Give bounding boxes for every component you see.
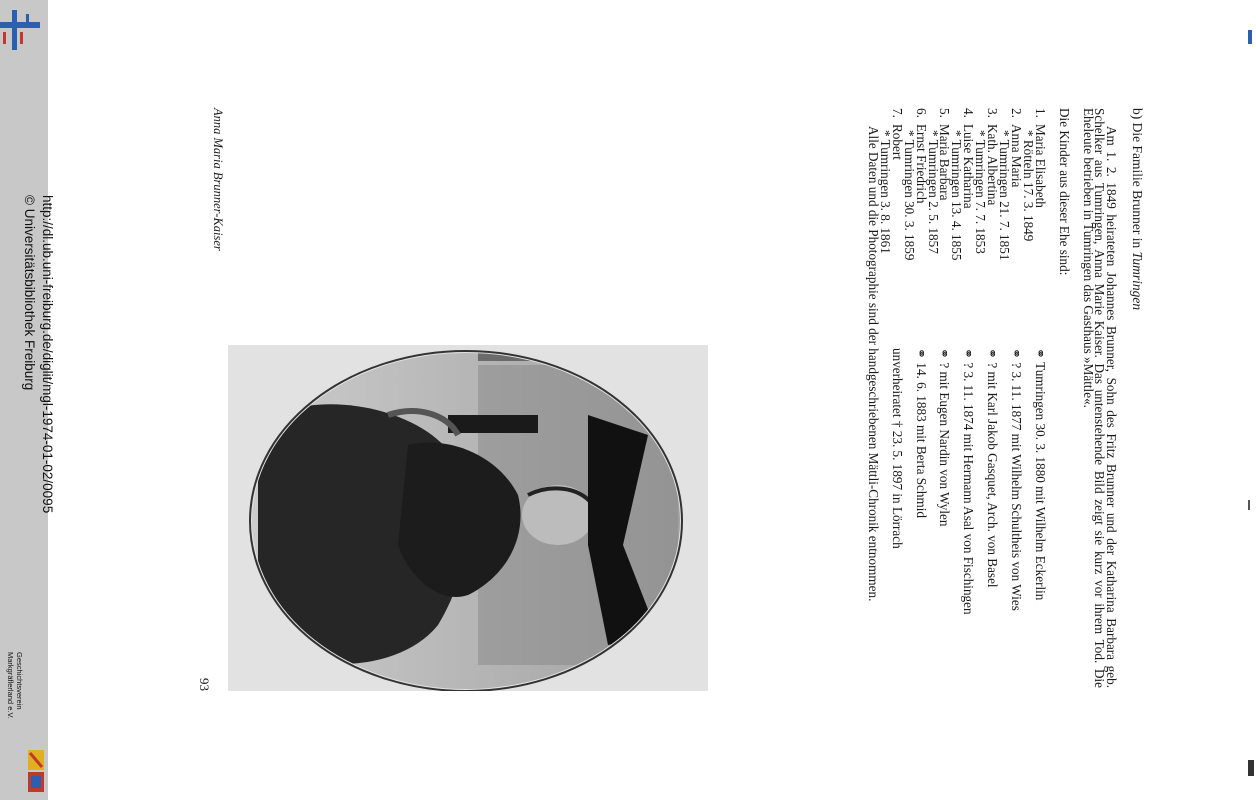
child-birth: * Tumringen 30. 3. 1859 xyxy=(901,130,917,261)
society-name xyxy=(6,652,24,752)
child-number: 4. xyxy=(961,108,977,118)
child-number: 1. xyxy=(1032,108,1048,118)
page-text xyxy=(745,108,1145,688)
child-marriage: ⚭ 14. 6. 1883 mit Berta Schmid xyxy=(913,348,929,519)
children-intro: Die Kinder aus dieser Ehe sind: xyxy=(1057,108,1073,276)
child-name: Ernst Friedrich xyxy=(913,124,929,204)
child-name: Luise Katharina xyxy=(961,124,977,209)
child-birth-row xyxy=(973,108,989,688)
child-birth: * Tumringen 21. 7. 1851 xyxy=(996,130,1012,261)
intro-paragraph: Am 1. 2. 1849 heirateten Johannes Brunner, Sohn des Fritz Brunner und der Katharina Barbara geb. Schelker aus Tumringen, Anna Marie Kaiser. Das untenstehende Bild zeigt sie kurz vor ihrem Tod. Die Eheleute betrieben in Tumringen das Gasthaus »Mättle«. xyxy=(1080,108,1119,688)
heading-place: Tumringen xyxy=(1130,251,1145,311)
coat-of-arms-icon xyxy=(28,750,44,792)
child-name: Maria Barbara xyxy=(937,124,953,201)
viewer-sidebar xyxy=(0,0,55,800)
child-name: Maria Elisabeth xyxy=(1032,124,1048,208)
page-number: 93 xyxy=(197,678,212,691)
child-row xyxy=(961,108,977,688)
child-marriage: ⚭ Tumringen 30. 3. 1880 mit Wilhelm Eckerlin xyxy=(1032,348,1048,601)
child-name: Kath. Albertina xyxy=(985,124,1001,206)
child-birth: * Tumringen 2. 5. 1857 xyxy=(925,130,941,254)
source-url[interactable]: http://dl.ub.uni-freiburg.de/diglit/mgl-1974-01-02/0095 xyxy=(40,195,55,514)
child-marriage: ⚭ ? 3. 11. 1877 mit Wilhelm Schultheis von Wies xyxy=(1008,348,1024,611)
child-birth: * Tumringen 7. 7. 1853 xyxy=(973,130,989,254)
child-number: 5. xyxy=(937,108,953,118)
copyright-notice: © Universitätsbibliothek Freiburg xyxy=(22,195,37,391)
society-line-2: Markgräflerland e.V. xyxy=(6,652,15,719)
child-birth: * Tumringen 3. 8. 1861 xyxy=(878,130,894,254)
child-birth-row xyxy=(951,108,963,688)
child-marriage: ⚭ ? 3. 11. 1874 mit Hermann Asal von Fischingen xyxy=(961,348,977,615)
child-number: 2. xyxy=(1008,108,1024,118)
child-name: Robert xyxy=(889,124,905,160)
children-list xyxy=(878,108,1048,688)
photo-caption: Anna Maria Brunner-Kaiser xyxy=(211,108,225,251)
child-number: 6. xyxy=(913,108,929,118)
closing-paragraph: Alle Daten und die Photographie sind der handgeschriebenen Mättli-Chronik entnommen. xyxy=(866,126,882,602)
child-number: 3. xyxy=(985,108,1001,118)
portrait-photograph xyxy=(228,345,708,691)
heading-prefix: b) Die Familie Brunner in xyxy=(1130,108,1145,252)
child-birth: * Rötteln 17. 3. 1849 xyxy=(1020,130,1036,242)
society-line-1: Geschichtsverein xyxy=(15,652,24,710)
child-birth-row xyxy=(878,108,894,688)
digital-library-logo-icon[interactable] xyxy=(0,6,40,52)
page-edge-artifacts xyxy=(1240,0,1256,800)
child-number: 7. xyxy=(889,108,905,118)
child-marriage: unverheiratet † 23. 5. 1897 in Lörrach xyxy=(889,348,905,549)
source-url-block xyxy=(20,195,56,515)
portrait-image xyxy=(228,345,708,691)
child-name: Anna Maria xyxy=(1008,124,1024,188)
section-heading xyxy=(1129,108,1145,688)
child-marriage: ⚭ ? mit Karl Jakob Gasquet, Arch. von Basel xyxy=(985,348,1001,588)
child-birth: * Tumringen 13. 4. 1855 xyxy=(949,130,965,261)
child-marriage: ⚭ ? mit Eugen Nardin von Wylen xyxy=(937,348,953,527)
